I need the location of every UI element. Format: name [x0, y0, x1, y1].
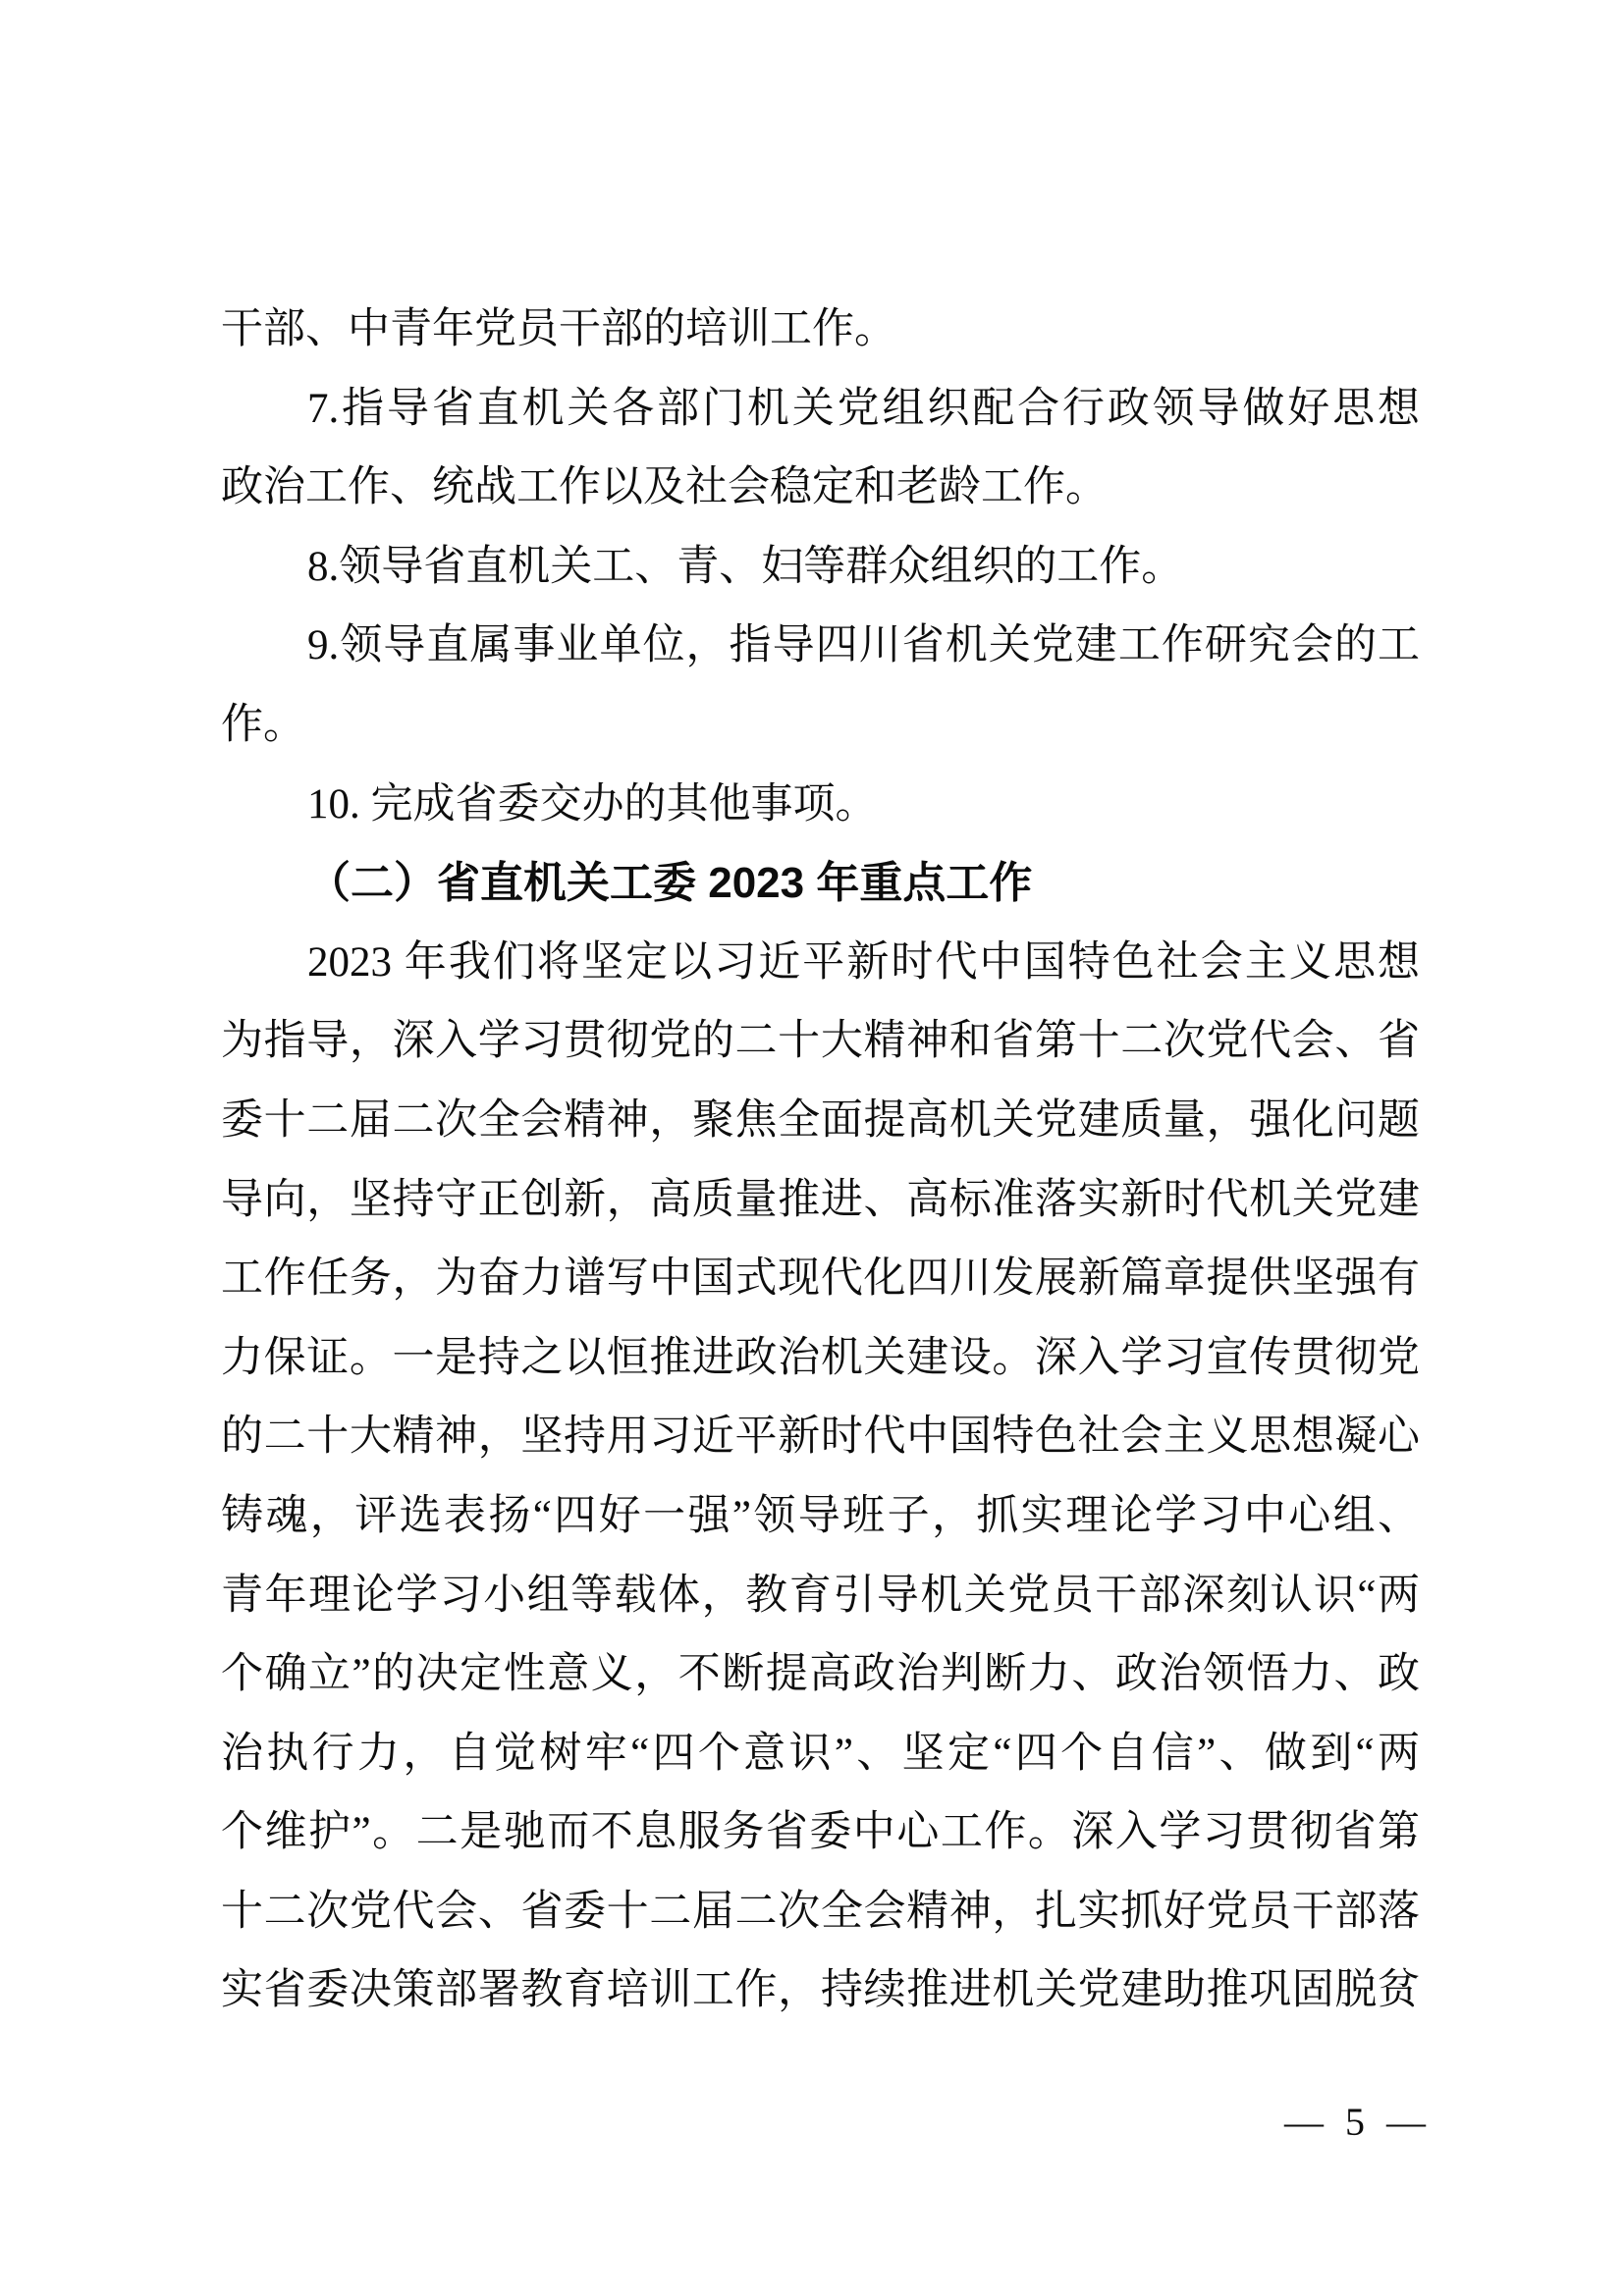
text-line: 个维护”。二是驰而不息服务省委中心工作。深入学习贯彻省第: [221, 1809, 1420, 1856]
text-line: 铸魂，评选表扬“四好一强”领导班子，抓实理论学习中心组、: [221, 1492, 1420, 1539]
text-line: 工作任务，为奋力谱写中国式现代化四川发展新篇章提供坚强有: [221, 1255, 1420, 1303]
text-line: 7.指导省直机关各部门机关党组织配合行政领导做好思想: [307, 385, 1420, 432]
text-line: 青年理论学习小组等载体，教育引导机关党员干部深刻认识“两: [221, 1572, 1420, 1619]
text-line: 9.领导直属事业单位，指导四川省机关党建工作研究会的工: [307, 622, 1420, 669]
text-line: 个确立”的决定性意义，不断提高政治判断力、政治领悟力、政: [221, 1651, 1420, 1698]
text-line: 导向，坚持守正创新，高质量推进、高标准落实新时代机关党建: [221, 1176, 1420, 1223]
text-line: 干部、中青年党员干部的培训工作。: [221, 306, 896, 352]
text-line: 委十二届二次全会精神，聚焦全面提高机关党建质量，强化问题: [221, 1096, 1420, 1144]
text-line: 作。: [221, 701, 305, 748]
text-line: 力保证。一是持之以恒推进政治机关建设。深入学习宣传贯彻党: [221, 1334, 1420, 1381]
text-line: 10. 完成省委交办的其他事项。: [307, 780, 878, 828]
text-line: 实省委决策部署教育培训工作，持续推进机关党建助推巩固脱贫: [221, 1967, 1420, 2014]
text-line: 治执行力，自觉树牢“四个意识”、坚定“四个自信”、做到“两: [221, 1730, 1420, 1777]
text-line: 2023 年我们将坚定以习近平新时代中国特色社会主义思想: [307, 938, 1420, 986]
text-line: 8.领导省直机关工、青、妇等群众组织的工作。: [307, 543, 1184, 590]
page-number: — 5 —: [1284, 2100, 1426, 2144]
text-line: 十二次党代会、省委十二届二次全会精神，扎实抓好党员干部落: [221, 1888, 1420, 1935]
section-heading: （二）省直机关工委 2023 年重点工作: [307, 859, 1033, 908]
text-line: 政治工作、统战工作以及社会稳定和老龄工作。: [221, 464, 1108, 511]
document-body: [221, 291, 1420, 2031]
text-line: 为指导，深入学习贯彻党的二十大精神和省第十二次党代会、省: [221, 1018, 1420, 1065]
text-line: 的二十大精神，坚持用习近平新时代中国特色社会主义思想凝心: [221, 1414, 1420, 1461]
